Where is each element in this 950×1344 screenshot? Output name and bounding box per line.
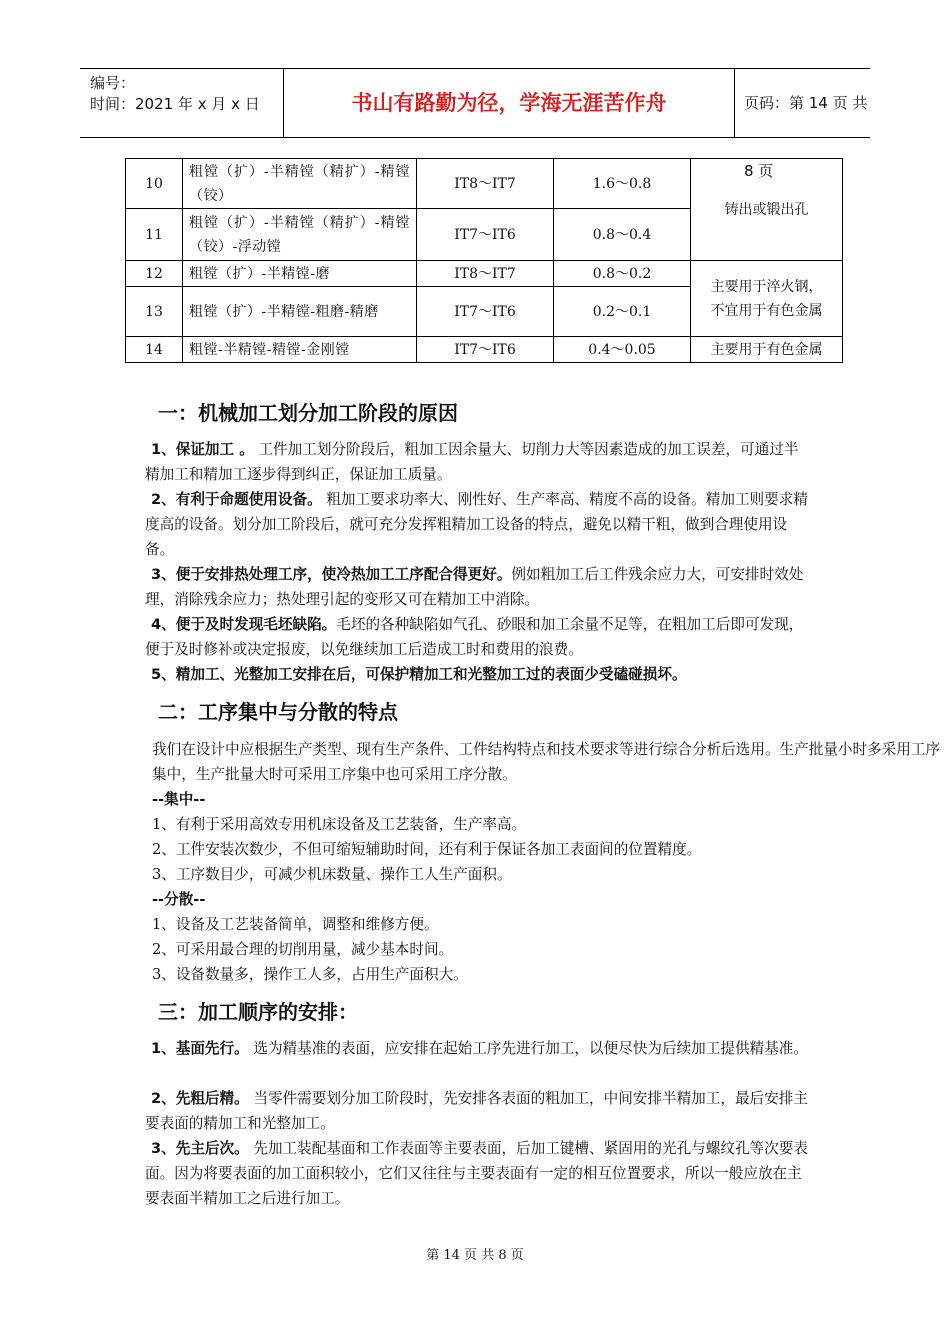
row-note-cast-forged: 铸出或锻出孔 [691, 159, 843, 261]
doc-date-label: 时间：2021 年 x 月 x 日 [90, 95, 260, 113]
section-heading-3: 三：加工顺序的安排： [158, 1000, 358, 1024]
item-lead: 1、基面先行。 [151, 1040, 249, 1057]
table-row [126, 159, 843, 209]
concentration-label [152, 787, 752, 812]
dispersion-item: 3、设备数量多，操作工人多，占用生产面积大。 [152, 966, 468, 983]
row-number: 14 [126, 337, 183, 363]
item-lead: 4、便于及时发现毛坯缺陷。 [151, 616, 337, 633]
note-line: 主要用于淬火钢， [710, 278, 823, 295]
item-text: 毛坯的各种缺陷如气孔、砂眼和加工余量不足等，在粗加工后即可发现，便于及时修补或决定报废，以免继续加工后造成工时和费用的浪费。 [145, 616, 804, 658]
item-text: 例如粗加工后工件残余应力大，可安排时效处理，消除残余应力；热处理引起的变形又可在精加工中消除。 [145, 566, 804, 608]
section-heading-2: 二：工序集中与分散的特点 [158, 700, 398, 724]
header-motto: 书山有路勤为径，学海无涯苦作舟 [283, 69, 735, 137]
item-text: 当零件需要划分加工阶段时，先安排各表面的粗加工，中间安排半精加工，最后安排主要表面的精加工和光整加工。 [145, 1090, 808, 1132]
row-grade: IT8～IT7 [417, 159, 554, 209]
row-method: 粗镗（扩）-半精镗-粗磨-精磨 [183, 287, 417, 337]
doc-number-label: 编号： [90, 74, 136, 92]
item-text: 先加工装配基面和工作表面等主要表面，后加工键槽、紧固用的光孔与螺纹孔等次要表面。因为将要表面的加工面积较小，它们又往往与主要表面有一定的相互位置要求，所以一般应放在主要表面半精加工之后进行加工。 [145, 1140, 808, 1207]
item-lead: 3、先主后次。 [151, 1140, 249, 1157]
row-roughness: 0.2～0.1 [554, 287, 691, 337]
row-number: 12 [126, 261, 183, 287]
note-line: 不宜用于有色金属 [710, 302, 823, 319]
row-number: 13 [126, 287, 183, 337]
page-footer: 第 14 页 共 8 页 [426, 1248, 524, 1263]
concentration-label-text: --集中-- [152, 791, 206, 808]
row-grade: IT7～IT6 [417, 337, 554, 363]
dispersion-item: 1、设备及工艺装备简单，调整和维修方便。 [152, 916, 439, 933]
section3-item-1 [145, 1036, 810, 1061]
dispersion-label-text: --分散-- [152, 891, 206, 908]
concentration-item: 3、工序数目少，可减少机床数量、操作工人生产面积。 [152, 866, 512, 883]
section1-item-3 [145, 562, 810, 612]
row-grade: IT7～IT6 [417, 209, 554, 261]
section2-intro: 我们在设计中应根据生产类型、现有生产条件、工件结构特点和技术要求等进行综合分析后选用。生产批量小时多采用工序集中，生产批量大时可采用工序集中也可采用工序分散。 [152, 741, 941, 783]
section3-item-2 [145, 1086, 810, 1136]
table-row [126, 261, 843, 287]
row-roughness: 0.8～0.2 [554, 261, 691, 287]
row-grade: IT7～IT6 [417, 287, 554, 337]
section1-item-4 [145, 612, 810, 662]
item-lead: 1、保证加工 。 [151, 441, 254, 458]
machining-method-table [125, 158, 843, 363]
row-method: 粗镗（扩）-半精镗-磨 [183, 261, 417, 287]
header-meta [80, 69, 283, 137]
item-lead: 3、便于安排热处理工序，使冷热加工工序配合得更好。 [151, 566, 512, 583]
row-number: 11 [126, 209, 183, 261]
item-text: 粗加工要求功率大、刚性好、生产率高、精度不高的设备。精加工则要求精度高的设备。划分加工阶段后，就可充分发挥粗精加工设备的特点，避免以精干粗，做到合理使用设备。 [145, 491, 808, 558]
dispersion-label [152, 887, 752, 912]
section1-item-1 [145, 437, 810, 487]
page-header [80, 68, 870, 180]
dispersion-item: 2、可采用最合理的切削用量，减少基本时间。 [152, 941, 454, 958]
item-lead: 5、精加工、光整加工安排在后，可保护精加工和光整加工过的表面少受磕碰损坏。 [151, 666, 687, 683]
row-grade: IT8～IT7 [417, 261, 554, 287]
row-note-nonferrous: 主要用于有色金属 [691, 337, 843, 363]
row-roughness: 0.4～0.05 [554, 337, 691, 363]
row-method: 粗镗-半精镗-精镗-金刚镗 [183, 337, 417, 363]
item-text: 选为精基准的表面，应安排在起始工序先进行加工，以便尽快为后续加工提供精基准。 [248, 1040, 808, 1057]
header-page-label: 页码：第 14 页 共 8 页 [744, 94, 868, 180]
row-roughness: 0.8～0.4 [554, 209, 691, 261]
section3-item-3 [145, 1136, 810, 1211]
table-row [126, 337, 843, 363]
row-roughness: 1.6～0.8 [554, 159, 691, 209]
section1-item-5 [145, 662, 810, 687]
row-method: 粗镗（扩）-半精镗（精扩）-精镗（铰） [183, 159, 417, 209]
concentration-item: 1、有利于采用高效专用机床设备及工艺装备，生产率高。 [152, 816, 527, 833]
row-note-quenched [691, 261, 843, 337]
item-text: 工件加工划分阶段后，粗加工因余量大、切削力大等因素造成的加工误差，可通过半精加工和精加工逐步得到纠正，保证加工质量。 [145, 441, 799, 483]
section-heading-1: 一：机械加工划分加工阶段的原因 [158, 401, 458, 425]
concentration-item: 2、工件安装次数少，不但可缩短辅助时间，还有利于保证各加工表面间的位置精度。 [152, 841, 702, 858]
item-lead: 2、先粗后精。 [151, 1090, 249, 1107]
row-method: 粗镗（扩）-半精镗（精扩）-精镗（铰）-浮动镗 [183, 209, 417, 261]
row-number: 10 [126, 159, 183, 209]
section1-item-2 [145, 487, 810, 562]
item-lead: 2、有利于命题使用设备。 [151, 491, 322, 508]
